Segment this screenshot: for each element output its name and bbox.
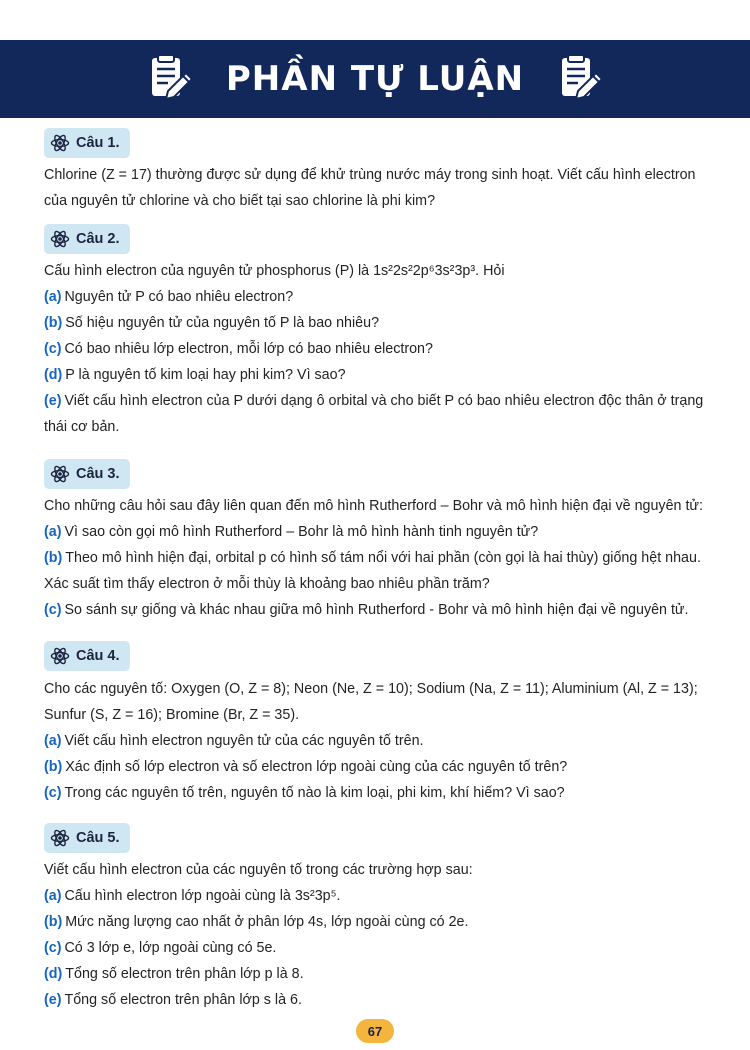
option-text: Nguyên tử P có bao nhiêu electron? — [64, 289, 294, 305]
option-item — [44, 310, 707, 336]
question-intro: Cho các nguyên tố: Oxygen (O, Z = 8); Neon (Ne, Z = 10); Sodium (Na, Z = 11); Aluminium (Al, Z = 13); Sunfur (S, Z = 16); Bromine (Br, Z = 35). — [44, 681, 698, 723]
option-text: So sánh sự giống và khác nhau giữa mô hình Rutherford - Bohr và mô hình hiện đại về nguyên tử. — [64, 602, 689, 618]
option-item — [44, 754, 707, 780]
option-text: P là nguyên tố kim loại hay phi kim? Vì sao? — [65, 367, 346, 383]
question-label: Câu 5. — [76, 830, 120, 846]
question-label: Câu 2. — [76, 231, 120, 247]
question-label: Câu 4. — [76, 648, 120, 664]
option-item — [44, 935, 707, 961]
question-2-body — [44, 258, 707, 440]
electron-configuration: 1s²2s²2p⁶3s²3p³ — [373, 263, 476, 279]
electron-configuration: 3s²3p⁵ — [294, 888, 337, 904]
option-key: (b) — [44, 550, 63, 566]
option-text: Cấu hình electron lớp ngoài cùng là — [64, 888, 295, 904]
question-intro: Cho những câu hỏi sau đây liên quan đến mô hình Rutherford – Bohr và mô hình hiện đại về nguyên tử: — [44, 498, 703, 514]
question-label: Câu 3. — [76, 466, 120, 482]
document-pencil-icon — [554, 53, 606, 105]
intro-text: . Hỏi — [475, 263, 505, 279]
option-key: (c) — [44, 785, 62, 801]
question-4-heading — [44, 641, 130, 671]
option-item — [44, 519, 707, 545]
question-intro: Chlorine (Z = 17) thường được sử dụng để khử trùng nước máy trong sinh hoạt. Viết cấu hình electron của nguyên tử chlorine và cho biết tại sao chlorine là phi kim? — [44, 167, 696, 209]
page-title: PHẦN TỰ LUẬN — [225, 59, 525, 99]
question-3-body — [44, 493, 707, 623]
option-key: (a) — [44, 888, 62, 904]
option-text: Số hiệu nguyên tử của nguyên tố P là bao nhiêu? — [65, 315, 380, 331]
option-key: (b) — [44, 315, 63, 331]
question-label: Câu 1. — [76, 135, 120, 151]
option-key: (a) — [44, 524, 62, 540]
option-key: (a) — [44, 289, 62, 305]
header-banner — [0, 40, 750, 118]
option-item — [44, 545, 707, 597]
question-4-body — [44, 676, 707, 806]
atom-icon — [50, 464, 70, 484]
option-key: (e) — [44, 393, 62, 409]
option-text: Xác định số lớp electron và số electron lớp ngoài cùng của các nguyên tố trên? — [65, 759, 568, 775]
option-item — [44, 780, 707, 806]
option-text: Tổng số electron trên phân lớp s là 6. — [64, 992, 302, 1008]
option-item — [44, 728, 707, 754]
intro-text: Cấu hình electron của nguyên tử phosphorus (P) là — [44, 263, 374, 279]
question-1-heading — [44, 128, 130, 158]
option-key: (b) — [44, 759, 63, 775]
question-5-heading — [44, 823, 130, 853]
option-text: . — [336, 888, 341, 904]
option-item — [44, 961, 707, 987]
option-key: (c) — [44, 940, 62, 956]
option-key: (a) — [44, 733, 62, 749]
option-item — [44, 909, 707, 935]
option-text: Có bao nhiêu lớp electron, mỗi lớp có bao nhiêu electron? — [64, 341, 433, 357]
option-text: Theo mô hình hiện đại, orbital p có hình số tám nổi với hai phần (còn gọi là hai thùy) giống hệt nhau. Xác suất tìm thấy electron ở mỗi thùy là khoảng bao nhiêu phần trăm? — [44, 550, 701, 592]
atom-icon — [50, 828, 70, 848]
question-1-body — [44, 162, 707, 214]
option-text: Trong các nguyên tố trên, nguyên tố nào là kim loại, phi kim, khí hiếm? Vì sao? — [64, 785, 565, 801]
option-key: (c) — [44, 602, 62, 618]
option-item — [44, 388, 707, 440]
question-intro: Viết cấu hình electron của các nguyên tố trong các trường hợp sau: — [44, 862, 473, 878]
atom-icon — [50, 646, 70, 666]
atom-icon — [50, 133, 70, 153]
question-intro — [44, 258, 707, 284]
option-key: (e) — [44, 992, 62, 1008]
option-item — [44, 284, 707, 310]
option-item — [44, 883, 707, 909]
option-item — [44, 336, 707, 362]
question-2-heading — [44, 224, 130, 254]
option-item — [44, 987, 707, 1013]
option-text: Tổng số electron trên phân lớp p là 8. — [65, 966, 304, 982]
option-text: Có 3 lớp e, lớp ngoài cùng có 5e. — [64, 940, 277, 956]
option-text: Viết cấu hình electron của P dưới dạng ô orbital và cho biết P có bao nhiêu electron độc thân ở trạng thái cơ bản. — [44, 393, 704, 435]
option-key: (d) — [44, 367, 63, 383]
question-5-body — [44, 857, 707, 1013]
page-number: 67 — [356, 1019, 394, 1043]
document-pencil-icon — [144, 53, 196, 105]
option-key: (b) — [44, 914, 63, 930]
question-3-heading — [44, 459, 130, 489]
option-key: (c) — [44, 341, 62, 357]
option-text: Mức năng lượng cao nhất ở phân lớp 4s, lớp ngoài cùng có 2e. — [65, 914, 469, 930]
option-text: Vì sao còn gọi mô hình Rutherford – Bohr là mô hình hành tinh nguyên tử? — [64, 524, 539, 540]
option-item — [44, 597, 707, 623]
atom-icon — [50, 229, 70, 249]
option-key: (d) — [44, 966, 63, 982]
option-text: Viết cấu hình electron nguyên tử của các nguyên tố trên. — [64, 733, 424, 749]
option-item — [44, 362, 707, 388]
